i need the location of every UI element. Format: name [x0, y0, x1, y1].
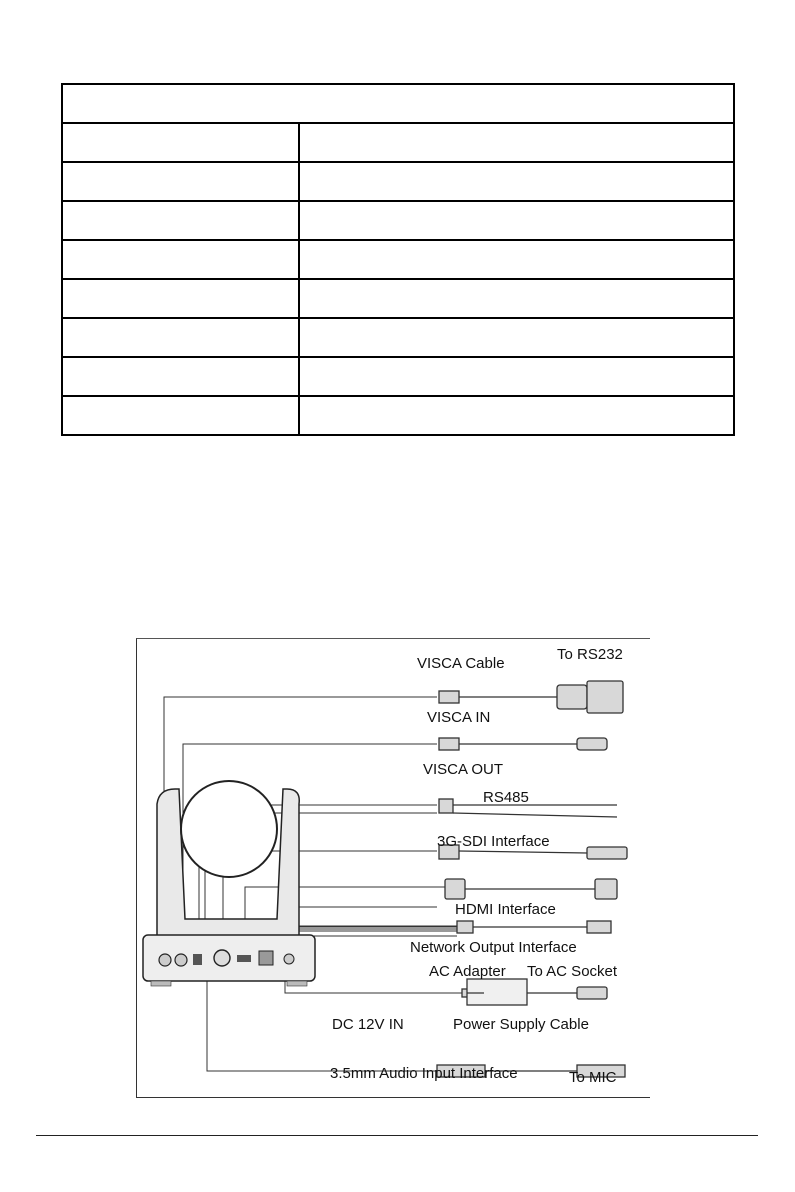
row-value: [299, 201, 734, 240]
row-label: [62, 318, 299, 357]
row-value: [299, 279, 734, 318]
row-label: [62, 240, 299, 279]
row-label: [62, 201, 299, 240]
row-value: [299, 318, 734, 357]
label-sdi: 3G-SDI Interface: [437, 833, 550, 850]
label-audio: 3.5mm Audio Input Interface: [330, 1065, 518, 1082]
table-row: [62, 201, 734, 240]
label-network: Network Output Interface: [410, 939, 577, 956]
row-label: [62, 162, 299, 201]
table-row: [62, 318, 734, 357]
table-row: [62, 123, 734, 162]
row-value: [299, 162, 734, 201]
row-label: [62, 123, 299, 162]
table-row: [62, 279, 734, 318]
footer-rule: [36, 1135, 758, 1136]
label-ac-adapter: AC Adapter: [429, 963, 506, 980]
label-hdmi: HDMI Interface: [455, 901, 556, 918]
row-value: [299, 357, 734, 396]
table-row: [62, 396, 734, 435]
table-row: [62, 240, 734, 279]
table-header-cell: [62, 84, 734, 123]
row-value: [299, 123, 734, 162]
table-header-row: [62, 84, 734, 123]
label-power-cable: Power Supply Cable: [453, 1016, 589, 1033]
row-label: [62, 396, 299, 435]
row-value: [299, 240, 734, 279]
table-row: [62, 162, 734, 201]
label-to-ac-socket: To AC Socket: [527, 963, 618, 980]
connection-diagram-svg: [137, 639, 651, 1099]
label-to-rs232: To RS232: [557, 646, 623, 663]
row-value: [299, 396, 734, 435]
camera-illustration: [143, 781, 315, 986]
label-to-mic: To MIC: [569, 1069, 617, 1086]
row-label: [62, 279, 299, 318]
label-rs485: RS485: [483, 789, 529, 806]
label-visca-cable: VISCA Cable: [417, 655, 505, 672]
label-visca-out: VISCA OUT: [423, 761, 504, 778]
spec-table: [61, 83, 735, 436]
label-dc-in: DC 12V IN: [332, 1016, 404, 1033]
connection-diagram: [136, 638, 650, 1098]
row-label: [62, 357, 299, 396]
table-row: [62, 357, 734, 396]
label-visca-in: VISCA IN: [427, 709, 491, 726]
